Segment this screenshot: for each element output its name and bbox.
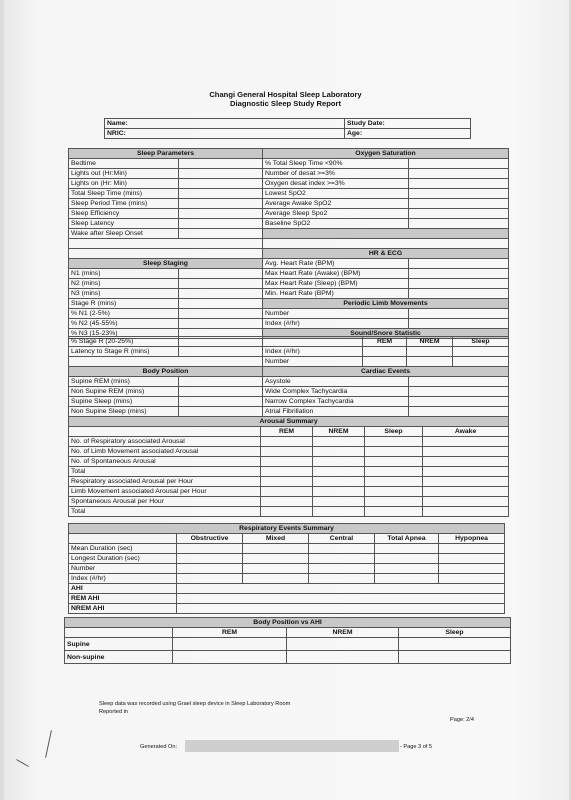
param-label: Wake after Sleep Onset	[69, 229, 179, 239]
bp-ahi-label: Non-supine	[65, 651, 173, 664]
arousal-label: Limb Movement associated Arousal per Hour	[69, 487, 261, 497]
arousal-summary-table	[68, 416, 509, 517]
o2-label: Average Awake SpO2	[263, 199, 409, 209]
nrem-ahi-label: NREM AHI	[69, 604, 177, 614]
staging-label: N3 (mins)	[69, 289, 179, 299]
param-label: Lights on (Hr: Min)	[69, 179, 179, 189]
staging-label: % N3 (15-23%)	[69, 329, 179, 339]
body-pos-ahi-header: Body Position vs AHI	[65, 618, 511, 628]
name-label: Name:	[105, 119, 345, 129]
staging-label: % N2 (45-55%)	[69, 319, 179, 329]
sleep-parameters-header: Sleep Parameters	[69, 149, 263, 159]
body-pos-label: Non Supine REM (mins)	[69, 387, 179, 397]
nric-label: NRIC:	[105, 129, 345, 139]
respiratory-header: Respiratory Events Summary	[69, 524, 505, 534]
arousal-col: Awake	[423, 427, 509, 437]
report-hospital-title: Changi General Hospital Sleep Laboratory	[209, 90, 362, 99]
param-label: Lights out (Hr:Min)	[69, 169, 179, 179]
snore-col-nrem: NREM	[407, 337, 453, 347]
snore-col-rem: REM	[363, 337, 407, 347]
resp-col: Total Apnea	[375, 534, 439, 544]
body-position-header: Body Position	[69, 367, 263, 377]
o2-label: Baseline SpO2	[263, 219, 409, 229]
resp-col: Mixed	[243, 534, 309, 544]
staging-label: Latency to Stage R (mins)	[69, 347, 179, 357]
o2-label: Number of desat >=3%	[263, 169, 409, 179]
sleep-staging-header: Sleep Staging	[69, 259, 263, 269]
cardiac-events-header: Cardiac Events	[263, 367, 509, 377]
arousal-col: NREM	[313, 427, 365, 437]
resp-label: Longest Duration (sec)	[69, 554, 177, 564]
report-subtitle: Diagnostic Sleep Study Report	[230, 99, 341, 108]
staging-label: % N1 (2-5%)	[69, 309, 179, 319]
resp-label: Number	[69, 564, 177, 574]
hr-ecg-header: HR & ECG	[263, 249, 509, 259]
param-label: Total Sleep Time (mins)	[69, 189, 179, 199]
footer-generated-on: Generated On:	[140, 744, 178, 750]
hr-label: Min. Heart Rate (BPM)	[263, 289, 409, 299]
ahi-label: AHI	[69, 584, 177, 594]
param-label: Sleep Latency	[69, 219, 179, 229]
param-label: Sleep Period Time (mins)	[69, 199, 179, 209]
footer-page-of: - Page 3 of 5	[400, 744, 433, 750]
param-label: Sleep Efficiency	[69, 209, 179, 219]
redacted-block	[185, 740, 399, 752]
hr-label: Max Heart Rate (Sleep) (BPM)	[263, 279, 409, 289]
body-pos-label: Supine REM (mins)	[69, 377, 179, 387]
plm-label: Index (#/hr)	[263, 319, 409, 329]
periodic-limb-header: Periodic Limb Movements	[263, 299, 509, 309]
cardiac-label: Atrial Fibrillation	[263, 407, 409, 417]
bp-ahi-col: Sleep	[399, 628, 511, 638]
footer-note: Sleep data was recorded using Grael sleep device in Sleep Laboratory Room	[99, 701, 291, 707]
arousal-label: Total	[69, 467, 261, 477]
footer-page: Page: 2/4	[450, 717, 474, 723]
cardiac-label: Narrow Complex Tachycardia	[263, 397, 409, 407]
arousal-label: No. of Respiratory associated Arousal	[69, 437, 261, 447]
snore-header: Sound/Snore Statistic	[263, 329, 509, 339]
o2-label: Oxygen desat index >=3%	[263, 179, 409, 189]
snore-table	[68, 336, 509, 367]
hr-label: Avg. Heart Rate (BPM)	[263, 259, 409, 269]
snore-col-sleep: Sleep	[453, 337, 509, 347]
staging-label: % Stage R (20-25%)	[69, 337, 179, 347]
resp-label: Index (#/hr)	[69, 574, 177, 584]
bp-ahi-label: Supine	[65, 638, 173, 651]
respiratory-events-table	[68, 523, 505, 614]
staging-label: N2 (mins)	[69, 279, 179, 289]
param-label: Bedtime	[69, 159, 179, 169]
o2-label: Lowest SpO2	[263, 189, 409, 199]
resp-col: Hypopnea	[439, 534, 505, 544]
o2-label: % Total Sleep Time <90%	[263, 159, 409, 169]
main-parameters-table	[68, 148, 509, 339]
body-pos-label: Non Supine Sleep (mins)	[69, 407, 179, 417]
arousal-label: No. of Limb Movement associated Arousal	[69, 447, 261, 457]
bp-ahi-col: REM	[173, 628, 287, 638]
bp-ahi-col: NREM	[287, 628, 399, 638]
arousal-col: Sleep	[365, 427, 423, 437]
body-cardiac-table	[68, 366, 509, 417]
plm-label: Number	[263, 309, 409, 319]
hr-label: Max Heart Rate (Awake) (BPM)	[263, 269, 409, 279]
snore-label: Index (#/hr)	[263, 347, 363, 357]
o2-label: Average Sleep Spo2	[263, 209, 409, 219]
staging-label: Stage R (mins)	[69, 299, 179, 309]
snore-label: Number	[263, 357, 363, 367]
staging-label: N1 (mins)	[69, 269, 179, 279]
cardiac-label: Wide Complex Tachycardia	[263, 387, 409, 397]
arousal-label: Spontaneous Arousal per Hour	[69, 497, 261, 507]
resp-col: Obstructive	[177, 534, 243, 544]
body-position-ahi-table	[64, 617, 511, 664]
footer-reported-in: Reported in	[99, 709, 128, 715]
arousal-label: No. of Spontaneous Arousal	[69, 457, 261, 467]
oxygen-saturation-header: Oxygen Saturation	[263, 149, 509, 159]
arousal-label: Respiratory associated Arousal per Hour	[69, 477, 261, 487]
arousal-label: Total	[69, 507, 261, 517]
study-date-label: Study Date:	[345, 119, 471, 129]
arousal-col: REM	[261, 427, 313, 437]
body-pos-label: Supine Sleep (mins)	[69, 397, 179, 407]
age-label: Age:	[345, 129, 471, 139]
patient-info-table	[104, 118, 471, 139]
resp-col: Central	[309, 534, 375, 544]
rem-ahi-label: REM AHI	[69, 594, 177, 604]
arousal-summary-header: Arousal Summary	[69, 417, 509, 427]
cardiac-label: Asystole	[263, 377, 409, 387]
resp-label: Mean Duration (sec)	[69, 544, 177, 554]
